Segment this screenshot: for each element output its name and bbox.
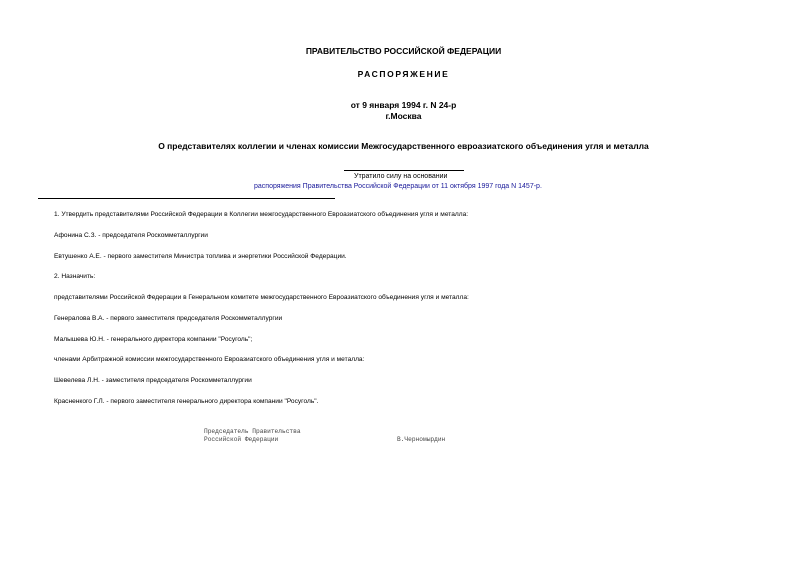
void-notice-text: Утратило силу на основании <box>354 173 448 180</box>
paragraph-shevelev: Шевелева Л.Н. - заместителя председателя Роскомметаллургии <box>54 377 252 384</box>
government-heading: ПРАВИТЕЛЬСТВО РОССИЙСКОЙ ФЕДЕРАЦИИ <box>305 46 502 56</box>
paragraph-krasnenky: Красненкого Г.Л. - первого заместителя генерального директора компании "Росуголь". <box>54 398 319 405</box>
signature-position-line1: Председатель Правительства <box>204 428 301 435</box>
document-type-heading: РАСПОРЯЖЕНИЕ <box>357 69 450 79</box>
paragraph-general-committee: представителями Российской Федерации в Генеральном комитете межгосударственного Евроазиатского объединения угля и металла: <box>54 294 469 301</box>
document-title: О представителях коллегии и членах комиссии Межгосударственного евроазиатского объединения угля и металла <box>158 141 649 151</box>
paragraph-malyshev: Малышева Ю.Н. - генерального директора компании "Росуголь"; <box>54 336 253 343</box>
paragraph-generalov: Генералова В.А. - первого заместителя председателя Роскомметаллургии <box>54 315 283 322</box>
document-date-number: от 9 января 1994 г. N 24-р <box>350 100 457 110</box>
section-divider <box>38 198 335 199</box>
signature-position-line2: Российской Федерации <box>204 436 279 443</box>
void-notice-divider <box>344 170 464 171</box>
paragraph-arbitration-commission: членами Арбитражной комиссии межгосударственного Евроазиатского объединения угля и металла: <box>54 356 365 363</box>
paragraph-afonin: Афонина С.З. - председателя Роскомметаллургии <box>54 232 208 239</box>
paragraph-approve-collegium: 1. Утвердить представителями Российской Федерации в Коллегии межгосударственного Евроазиатского объединения угля и металла: <box>54 211 469 218</box>
document-city: г.Москва <box>385 111 422 121</box>
paragraph-appoint: 2. Назначить: <box>54 273 96 280</box>
void-notice-link[interactable]: распоряжения Правительства Российской Федерации от 11 октября 1997 года N 1457-р. <box>254 183 542 190</box>
signature-name: В.Черномырдин <box>397 436 446 443</box>
paragraph-evtushenko: Евтушенко А.Е. - первого заместителя Министра топлива и энергетики Российской Федерации. <box>54 253 347 260</box>
